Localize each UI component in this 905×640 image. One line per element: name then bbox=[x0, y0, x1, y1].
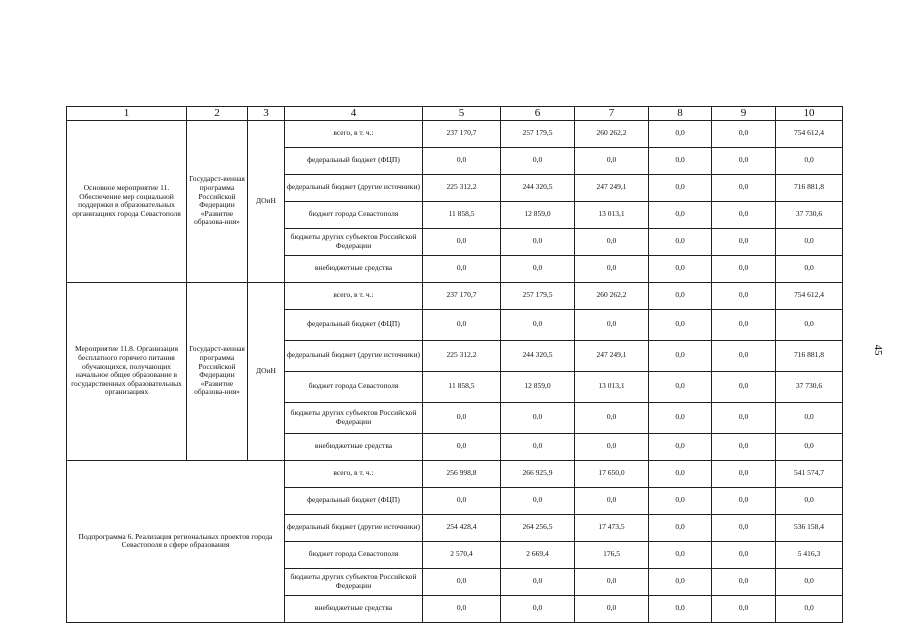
value-cell: 0,0 bbox=[649, 282, 712, 309]
value-cell: 0,0 bbox=[712, 174, 776, 201]
value-cell: 0,0 bbox=[776, 595, 843, 622]
value-cell: 0,0 bbox=[423, 255, 501, 282]
executor-cell: ДОиН bbox=[248, 282, 285, 460]
value-cell: 0,0 bbox=[776, 228, 843, 255]
value-cell: 0,0 bbox=[575, 568, 649, 595]
column-header: 5 bbox=[423, 107, 501, 121]
source-cell: бюджет города Севастополя bbox=[285, 541, 423, 568]
source-cell: всего, в т. ч.: bbox=[285, 282, 423, 309]
value-cell: 0,0 bbox=[712, 460, 776, 487]
value-cell: 0,0 bbox=[649, 147, 712, 174]
value-cell: 536 158,4 bbox=[776, 514, 843, 541]
value-cell: 0,0 bbox=[501, 595, 575, 622]
program-cell: Мероприятие 11.8. Организация бесплатного горячего питания обучающихся, получающих начальное общее образование в государственных образовательных организациях bbox=[67, 282, 187, 460]
source-cell: внебюджетные средства bbox=[285, 255, 423, 282]
table-row bbox=[67, 460, 843, 487]
column-header: 1 bbox=[67, 107, 187, 121]
source-cell: федеральный бюджет (другие источники) bbox=[285, 340, 423, 371]
value-cell: 0,0 bbox=[423, 487, 501, 514]
value-cell: 254 428,4 bbox=[423, 514, 501, 541]
value-cell: 225 312,2 bbox=[423, 174, 501, 201]
value-cell: 0,0 bbox=[649, 371, 712, 402]
value-cell: 0,0 bbox=[649, 120, 712, 147]
column-header: 10 bbox=[776, 107, 843, 121]
value-cell: 0,0 bbox=[501, 568, 575, 595]
value-cell: 0,0 bbox=[712, 514, 776, 541]
value-cell: 754 612,4 bbox=[776, 120, 843, 147]
value-cell: 5 416,3 bbox=[776, 541, 843, 568]
value-cell: 0,0 bbox=[575, 309, 649, 340]
column-header: 2 bbox=[187, 107, 248, 121]
value-cell: 11 858,5 bbox=[423, 201, 501, 228]
value-cell: 0,0 bbox=[776, 402, 843, 433]
responsible-cell: Государст-венная программа Российской Федерации «Развитие образова-ния» bbox=[187, 282, 248, 460]
value-cell: 264 256,5 bbox=[501, 514, 575, 541]
column-header: 6 bbox=[501, 107, 575, 121]
value-cell: 0,0 bbox=[423, 433, 501, 460]
source-cell: бюджеты других субъектов Российской Федерации bbox=[285, 228, 423, 255]
value-cell: 0,0 bbox=[575, 402, 649, 433]
value-cell: 244 320,5 bbox=[501, 340, 575, 371]
program-cell: Основное мероприятие 11. Обеспечение мер социальной поддержки в образовательных организациях города Севастополя bbox=[67, 120, 187, 282]
source-cell: внебюджетные средства bbox=[285, 433, 423, 460]
source-cell: федеральный бюджет (ФЦП) bbox=[285, 487, 423, 514]
value-cell: 0,0 bbox=[423, 568, 501, 595]
value-cell: 266 925,9 bbox=[501, 460, 575, 487]
value-cell: 237 170,7 bbox=[423, 120, 501, 147]
source-cell: федеральный бюджет (другие источники) bbox=[285, 514, 423, 541]
value-cell: 0,0 bbox=[649, 174, 712, 201]
value-cell: 754 612,4 bbox=[776, 282, 843, 309]
value-cell: 0,0 bbox=[712, 309, 776, 340]
column-header: 3 bbox=[248, 107, 285, 121]
value-cell: 0,0 bbox=[649, 433, 712, 460]
source-cell: федеральный бюджет (ФЦП) bbox=[285, 147, 423, 174]
financing-table bbox=[66, 106, 843, 623]
value-cell: 0,0 bbox=[501, 147, 575, 174]
column-header: 7 bbox=[575, 107, 649, 121]
value-cell: 0,0 bbox=[712, 595, 776, 622]
value-cell: 225 312,2 bbox=[423, 340, 501, 371]
value-cell: 0,0 bbox=[712, 541, 776, 568]
value-cell: 0,0 bbox=[712, 568, 776, 595]
value-cell: 0,0 bbox=[501, 228, 575, 255]
value-cell: 0,0 bbox=[776, 433, 843, 460]
value-cell: 2 570,4 bbox=[423, 541, 501, 568]
value-cell: 176,5 bbox=[575, 541, 649, 568]
value-cell: 0,0 bbox=[649, 255, 712, 282]
table-row bbox=[67, 282, 843, 309]
value-cell: 0,0 bbox=[649, 201, 712, 228]
source-cell: внебюджетные средства bbox=[285, 595, 423, 622]
value-cell: 0,0 bbox=[712, 147, 776, 174]
value-cell: 716 881,8 bbox=[776, 174, 843, 201]
value-cell: 0,0 bbox=[501, 255, 575, 282]
page-number: 45 bbox=[872, 344, 884, 356]
value-cell: 257 179,5 bbox=[501, 120, 575, 147]
value-cell: 0,0 bbox=[649, 514, 712, 541]
value-cell: 0,0 bbox=[776, 309, 843, 340]
value-cell: 247 249,1 bbox=[575, 174, 649, 201]
executor-cell: ДОиН bbox=[248, 120, 285, 282]
value-cell: 13 013,1 bbox=[575, 371, 649, 402]
value-cell: 237 170,7 bbox=[423, 282, 501, 309]
value-cell: 13 013,1 bbox=[575, 201, 649, 228]
value-cell: 0,0 bbox=[712, 402, 776, 433]
subprogram-cell: Подпрограмма 6. Реализация региональных проектов города Севастополя в сфере образования bbox=[67, 460, 285, 622]
value-cell: 0,0 bbox=[575, 147, 649, 174]
value-cell: 0,0 bbox=[776, 487, 843, 514]
value-cell: 0,0 bbox=[776, 255, 843, 282]
source-cell: федеральный бюджет (ФЦП) bbox=[285, 309, 423, 340]
table-row bbox=[67, 120, 843, 147]
value-cell: 37 730,6 bbox=[776, 201, 843, 228]
value-cell: 0,0 bbox=[712, 228, 776, 255]
value-cell: 0,0 bbox=[712, 282, 776, 309]
source-cell: бюджеты других субъектов Российской Федерации bbox=[285, 568, 423, 595]
value-cell: 11 858,5 bbox=[423, 371, 501, 402]
value-cell: 0,0 bbox=[649, 228, 712, 255]
value-cell: 0,0 bbox=[423, 147, 501, 174]
header-row bbox=[67, 107, 843, 121]
value-cell: 0,0 bbox=[575, 255, 649, 282]
value-cell: 0,0 bbox=[649, 568, 712, 595]
value-cell: 0,0 bbox=[423, 228, 501, 255]
value-cell: 260 262,2 bbox=[575, 282, 649, 309]
value-cell: 0,0 bbox=[575, 487, 649, 514]
value-cell: 0,0 bbox=[712, 120, 776, 147]
value-cell: 244 320,5 bbox=[501, 174, 575, 201]
value-cell: 0,0 bbox=[712, 201, 776, 228]
value-cell: 0,0 bbox=[501, 487, 575, 514]
source-cell: всего, в т. ч.: bbox=[285, 460, 423, 487]
value-cell: 0,0 bbox=[712, 433, 776, 460]
source-cell: бюджеты других субъектов Российской Федерации bbox=[285, 402, 423, 433]
value-cell: 257 179,5 bbox=[501, 282, 575, 309]
value-cell: 0,0 bbox=[575, 595, 649, 622]
value-cell: 17 650,0 bbox=[575, 460, 649, 487]
value-cell: 0,0 bbox=[501, 309, 575, 340]
value-cell: 0,0 bbox=[575, 228, 649, 255]
column-header: 9 bbox=[712, 107, 776, 121]
value-cell: 0,0 bbox=[501, 402, 575, 433]
value-cell: 12 859,0 bbox=[501, 371, 575, 402]
value-cell: 12 859,0 bbox=[501, 201, 575, 228]
value-cell: 0,0 bbox=[649, 309, 712, 340]
column-header: 8 bbox=[649, 107, 712, 121]
value-cell: 0,0 bbox=[776, 147, 843, 174]
value-cell: 256 998,8 bbox=[423, 460, 501, 487]
value-cell: 260 262,2 bbox=[575, 120, 649, 147]
value-cell: 0,0 bbox=[649, 487, 712, 514]
source-cell: бюджет города Севастополя bbox=[285, 201, 423, 228]
value-cell: 0,0 bbox=[649, 402, 712, 433]
value-cell: 716 881,8 bbox=[776, 340, 843, 371]
value-cell: 0,0 bbox=[649, 595, 712, 622]
source-cell: всего, в т. ч.: bbox=[285, 120, 423, 147]
value-cell: 0,0 bbox=[649, 340, 712, 371]
value-cell: 2 669,4 bbox=[501, 541, 575, 568]
value-cell: 0,0 bbox=[501, 433, 575, 460]
value-cell: 0,0 bbox=[712, 255, 776, 282]
value-cell: 0,0 bbox=[423, 402, 501, 433]
value-cell: 0,0 bbox=[712, 487, 776, 514]
value-cell: 0,0 bbox=[712, 340, 776, 371]
value-cell: 0,0 bbox=[423, 595, 501, 622]
column-header: 4 bbox=[285, 107, 423, 121]
value-cell: 541 574,7 bbox=[776, 460, 843, 487]
responsible-cell: Государст-венная программа Российской Федерации «Развитие образова-ния» bbox=[187, 120, 248, 282]
value-cell: 0,0 bbox=[575, 433, 649, 460]
source-cell: федеральный бюджет (другие источники) bbox=[285, 174, 423, 201]
value-cell: 17 473,5 bbox=[575, 514, 649, 541]
value-cell: 0,0 bbox=[649, 460, 712, 487]
value-cell: 247 249,1 bbox=[575, 340, 649, 371]
value-cell: 0,0 bbox=[423, 309, 501, 340]
value-cell: 0,0 bbox=[649, 541, 712, 568]
value-cell: 37 730,6 bbox=[776, 371, 843, 402]
value-cell: 0,0 bbox=[776, 568, 843, 595]
value-cell: 0,0 bbox=[712, 371, 776, 402]
source-cell: бюджет города Севастополя bbox=[285, 371, 423, 402]
